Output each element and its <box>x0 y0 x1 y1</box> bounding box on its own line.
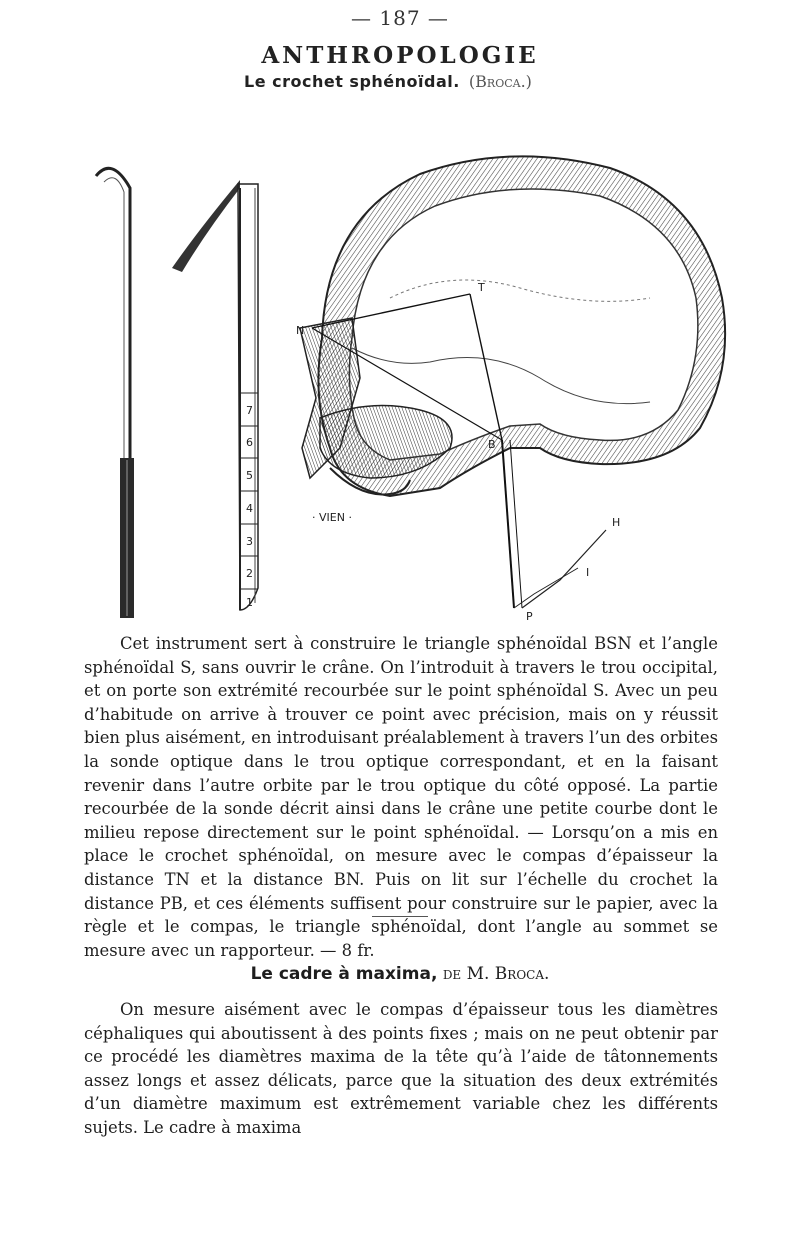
point-label-t: T <box>478 281 485 294</box>
point-label-n: N <box>296 324 305 337</box>
engraver-signature: · VIEN · <box>312 511 352 524</box>
skull-cross-section <box>300 156 725 496</box>
figure-caption <box>244 72 532 91</box>
scale-mark-2: 2 <box>246 567 253 580</box>
point-label-b: B <box>488 438 496 451</box>
graduated-hook-instrument <box>172 180 258 610</box>
page-number: — 187 — <box>351 6 449 30</box>
point-label-p: P <box>526 610 533 623</box>
scale-mark-7: 7 <box>246 404 253 417</box>
point-label-h: H <box>612 516 621 529</box>
scale-mark-3: 3 <box>246 535 253 548</box>
section-header: ANTHROPOLOGIE <box>261 42 539 69</box>
sphenoid-hook-illustration <box>90 148 750 628</box>
scale-mark-6: 6 <box>246 436 253 449</box>
paragraph-2-text: On mesure aisément avec le compas d’épaisseur tous les diamètres céphaliques qui aboutissent à des points fixes ; mais on ne peut obtenir par ce procédé les diamètres maxima de la tête qu’à l’aide de tâtonnements assez longs et assez délicats, parce que la situation des deux extrémités d’un diamètre maximum est extrêmement variable chez les différents sujets. Le cadre à maxima <box>84 1000 718 1137</box>
illustration-canvas <box>90 148 750 628</box>
paragraph-1-text: Cet instrument sert à construire le triangle sphénoïdal BSN et l’angle sphénoïdal S, sans ouvrir le crâne. On l’introduit à travers le trou occipital, et on porte son extrémité recourbée sur le point sphénoïdal S. Avec un peu d’habitude on arrive à trouver ce point avec précision, mais on y réussit bien plus aisément, en introduisant préalablement à travers l’un des orbites la sonde optique dans le trou optique correspondant, et en la faisant revenir dans l’autre orbite par le trou optique du côté opposé. La partie recourbée de la sonde décrit ainsi dans le crâne une petite courbe dont le milieu repose directement sur le point sphénoïdal. — Lorsqu’on a mis en place le crochet sphénoïdal, on mesure avec le compas d’épaisseur la distance TN et la distance BN. Puis on lit sur l’échelle du crochet la distance PB, et ces éléments suffisent pour construire sur le papier, avec la règle et le compas, le triangle sphénoïdal, dont l’angle au sommet se mesure avec un rapporteur. — 8 fr. <box>84 634 718 960</box>
section-divider <box>372 916 428 917</box>
scale-mark-1: 1 <box>246 596 253 609</box>
figure-caption-title: Le crochet sphénoïdal. <box>244 72 460 91</box>
long-hook-instrument <box>96 168 134 618</box>
scale-mark-4: 4 <box>246 502 253 515</box>
subsection-title: Le cadre à maxima, <box>250 964 438 984</box>
subsection-heading <box>0 964 800 984</box>
maxima-frame-paragraph <box>84 998 718 1140</box>
scale-mark-5: 5 <box>246 469 253 482</box>
instrument-description-paragraph <box>84 632 718 962</box>
figure-caption-author: (Broca.) <box>468 72 532 91</box>
point-label-i: I <box>586 566 590 579</box>
subsection-author: de M. Broca. <box>442 964 550 984</box>
